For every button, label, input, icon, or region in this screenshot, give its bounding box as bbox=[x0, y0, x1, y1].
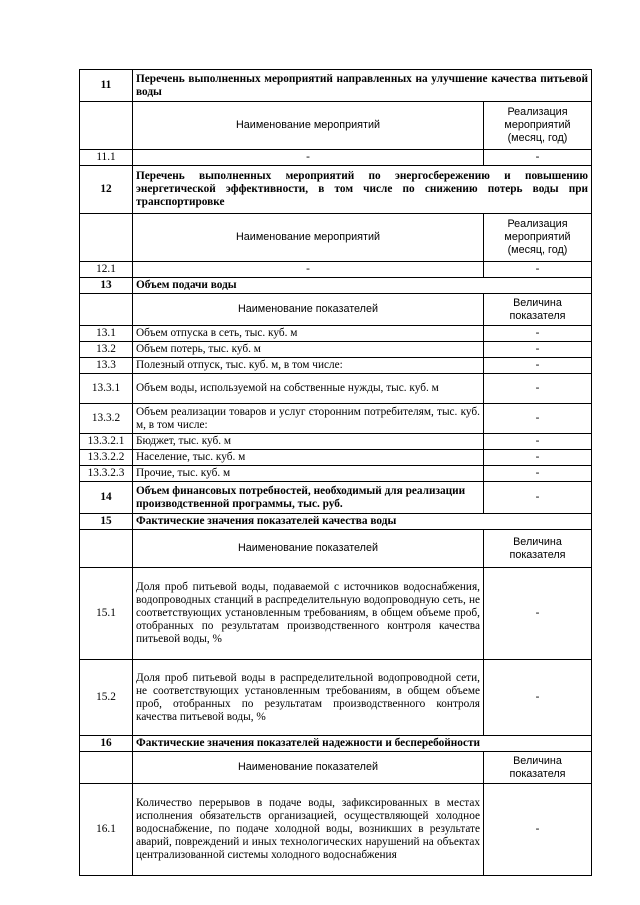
column-header-value: Реализация мероприятий (месяц, год) bbox=[484, 102, 592, 150]
empty-cell bbox=[80, 214, 133, 262]
empty-cell bbox=[80, 102, 133, 150]
row-number: 15.1 bbox=[80, 568, 133, 660]
section-row-12 bbox=[80, 166, 592, 214]
header-row bbox=[80, 294, 592, 326]
column-header-name: Наименование показателей bbox=[133, 530, 484, 568]
row-value: - bbox=[484, 568, 592, 660]
row-number: 13.3.2.2 bbox=[80, 450, 133, 466]
table-row bbox=[80, 150, 592, 166]
column-header-name: Наименование мероприятий bbox=[133, 102, 484, 150]
section-title: Объем подачи воды bbox=[133, 278, 592, 294]
section-row-13 bbox=[80, 278, 592, 294]
table-row bbox=[80, 434, 592, 450]
section-row-14 bbox=[80, 482, 592, 514]
row-number: 13.2 bbox=[80, 342, 133, 358]
row-number: 14 bbox=[80, 482, 133, 514]
row-value: - bbox=[484, 466, 592, 482]
row-text: Бюджет, тыс. куб. м bbox=[133, 434, 484, 450]
row-number: 16 bbox=[80, 736, 133, 752]
row-text: Прочие, тыс. куб. м bbox=[133, 466, 484, 482]
row-value: - bbox=[484, 262, 592, 278]
section-title: Перечень выполненных мероприятий по энергосбережению и повышению энергетической эффективности, в том числе по снижению потерь воды при транспортировке bbox=[133, 166, 592, 214]
section-title: Фактические значения показателей надежности и бесперебойности bbox=[133, 736, 592, 752]
row-value: - bbox=[484, 434, 592, 450]
row-text: Доля проб питьевой воды, подаваемой с источников водоснабжения, водопроводных станций в распределительную водопроводную сеть, не соответствующих установленным требованиям, в общем объеме проб, отобранных по результатам производственного контроля качества питьевой воды, % bbox=[133, 568, 484, 660]
row-number: 12 bbox=[80, 166, 133, 214]
section-row-11 bbox=[80, 70, 592, 102]
table-row bbox=[80, 404, 592, 434]
row-number: 12.1 bbox=[80, 262, 133, 278]
table-row bbox=[80, 374, 592, 404]
table-row bbox=[80, 450, 592, 466]
row-text: Население, тыс. куб. м bbox=[133, 450, 484, 466]
table-row bbox=[80, 784, 592, 876]
header-row bbox=[80, 530, 592, 568]
row-text: Объем отпуска в сеть, тыс. куб. м bbox=[133, 326, 484, 342]
table-row bbox=[80, 358, 592, 374]
section-row-16 bbox=[80, 736, 592, 752]
table-row bbox=[80, 660, 592, 736]
column-header-name: Наименование показателей bbox=[133, 752, 484, 784]
header-row bbox=[80, 214, 592, 262]
row-number: 13.3.2 bbox=[80, 404, 133, 434]
row-value: - bbox=[484, 358, 592, 374]
section-title: Объем финансовых потребностей, необходимый для реализации производственной программы, тыс. руб. bbox=[133, 482, 484, 514]
row-number: 13.3.2.1 bbox=[80, 434, 133, 450]
section-title: Фактические значения показателей качества воды bbox=[133, 514, 592, 530]
row-value: - bbox=[484, 342, 592, 358]
empty-cell bbox=[80, 294, 133, 326]
header-row bbox=[80, 752, 592, 784]
header-row bbox=[80, 102, 592, 150]
empty-cell bbox=[80, 752, 133, 784]
row-number: 16.1 bbox=[80, 784, 133, 876]
row-number: 13.3 bbox=[80, 358, 133, 374]
row-value: - bbox=[484, 482, 592, 514]
row-value: - bbox=[484, 326, 592, 342]
row-text: Количество перерывов в подаче воды, зафиксированных в местах исполнения обязательств организацией, осуществляющей холодное водоснабжение, по подаче холодной воды, возникших в результате аварий, повреждений и иных технологических нарушений на объектах централизованной системы холодного водоснабжения bbox=[133, 784, 484, 876]
row-number: 13.3.2.3 bbox=[80, 466, 133, 482]
column-header-name: Наименование мероприятий bbox=[133, 214, 484, 262]
row-number: 13.1 bbox=[80, 326, 133, 342]
table-row bbox=[80, 262, 592, 278]
row-text: Полезный отпуск, тыс. куб. м, в том числе: bbox=[133, 358, 484, 374]
column-header-name: Наименование показателей bbox=[133, 294, 484, 326]
row-text: Объем реализации товаров и услуг сторонним потребителям, тыс. куб. м, в том числе: bbox=[133, 404, 484, 434]
row-value: - bbox=[484, 404, 592, 434]
row-text: Объем воды, используемой на собственные нужды, тыс. куб. м bbox=[133, 374, 484, 404]
section-row-15 bbox=[80, 514, 592, 530]
table-row bbox=[80, 326, 592, 342]
row-value: - bbox=[484, 660, 592, 736]
row-number: 15.2 bbox=[80, 660, 133, 736]
row-text: Доля проб питьевой воды в распределительной водопроводной сети, не соответствующих установленным требованиям, в общем объеме проб, отобранных по результатам производственного контроля качества питьевой воды, % bbox=[133, 660, 484, 736]
row-text: - bbox=[133, 150, 484, 166]
column-header-value: Величина показателя bbox=[484, 294, 592, 326]
table-row bbox=[80, 466, 592, 482]
table-row bbox=[80, 342, 592, 358]
row-number: 11 bbox=[80, 70, 133, 102]
row-number: 13 bbox=[80, 278, 133, 294]
row-number: 13.3.1 bbox=[80, 374, 133, 404]
indicators-table bbox=[79, 69, 592, 876]
row-text: - bbox=[133, 262, 484, 278]
row-number: 11.1 bbox=[80, 150, 133, 166]
section-title: Перечень выполненных мероприятий направленных на улучшение качества питьевой воды bbox=[133, 70, 592, 102]
table-row bbox=[80, 568, 592, 660]
empty-cell bbox=[80, 530, 133, 568]
column-header-value: Реализация мероприятий (месяц, год) bbox=[484, 214, 592, 262]
row-number: 15 bbox=[80, 514, 133, 530]
row-text: Объем потерь, тыс. куб. м bbox=[133, 342, 484, 358]
row-value: - bbox=[484, 784, 592, 876]
row-value: - bbox=[484, 450, 592, 466]
row-value: - bbox=[484, 374, 592, 404]
column-header-value: Величина показателя bbox=[484, 530, 592, 568]
column-header-value: Величина показателя bbox=[484, 752, 592, 784]
row-value: - bbox=[484, 150, 592, 166]
